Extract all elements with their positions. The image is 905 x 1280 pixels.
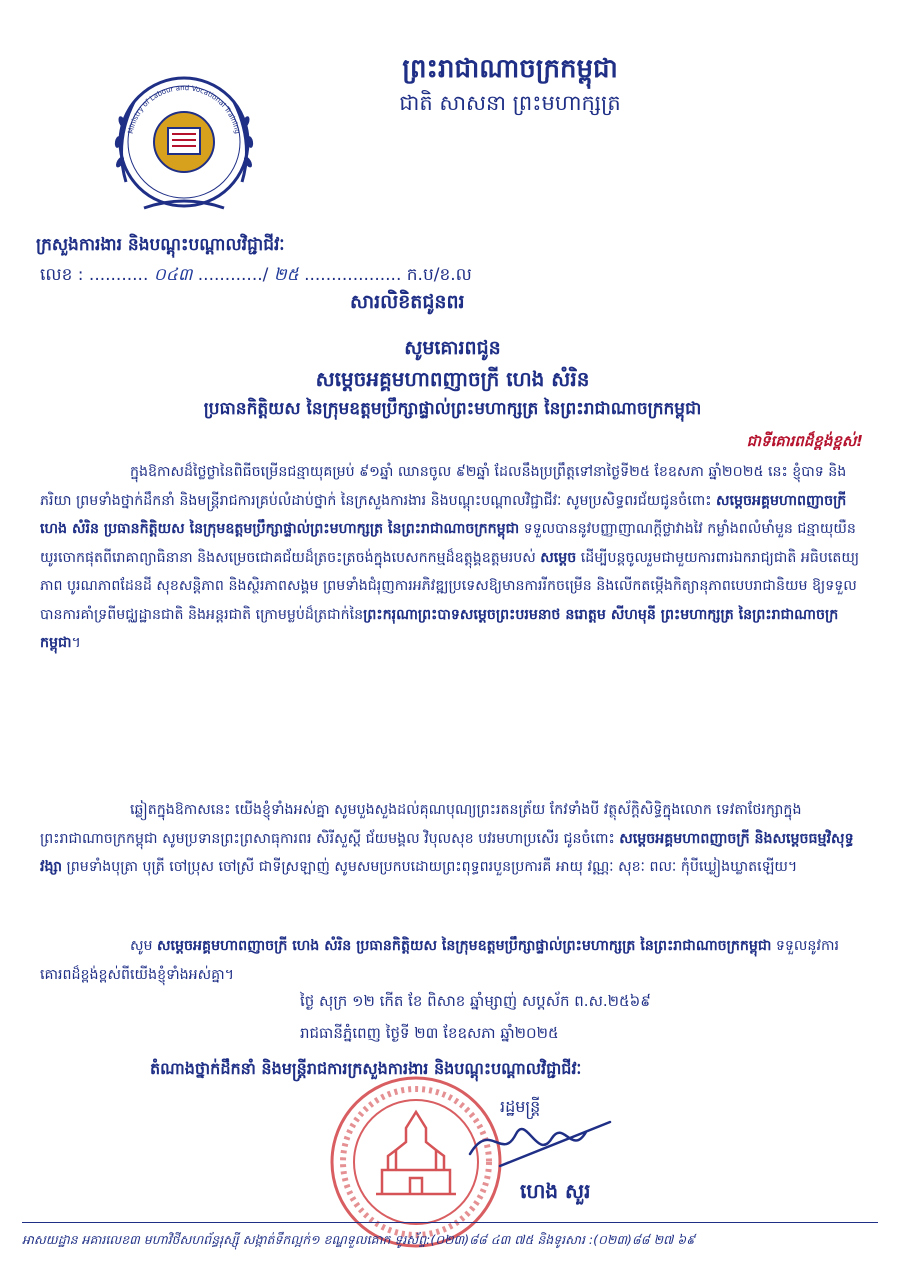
body-paragraph-2: ឆ្លៀតក្នុងឱកាសនេះ យើងខ្ញុំទាំងអស់គ្នា សូមបួងសួងដល់គុណបុណ្យព្រះរតនត្រ័យ កែវទាំងបី វត្ថុស័ក្តិសិទ្ធិក្នុងលោក ទេវតាថែរក្សាក្នុងព្រះរាជាណាចក្រកម្ពុជា សូមប្រទានព្រះព្រសាធុការពរ សិរីសួស្តី ជ័យមង្គល វិបុលសុខ បវរមហាប្រសើរ ជូនចំពោះ សម្តេចអគ្គមហាពញាចក្រី និងសម្តេចធម្មវិសុទ្ធវង្សា ព្រមទាំងបុត្រា បុត្រី ចៅប្រុស ចៅស្រី ជាទីស្រឡាញ់ សូមសមប្រកបដោយព្រះពុទ្ធពរបួនប្រការគឺ អាយុ វណ្ណៈ សុខៈ ពលៈ កុំបីឃ្លៀងឃ្លាតឡើយ។ (40, 802, 854, 875)
ref-year: ២៥ (273, 265, 299, 285)
reference-line: លេខ : ........... ០៤៣ ............/ ២៥ .................. ក.ប/ខ.ល (40, 265, 472, 285)
ref-number: ០៤៣ (153, 265, 193, 285)
footer-divider (22, 1222, 878, 1223)
minister-title: រដ្ឋមន្ត្រី (500, 1097, 541, 1116)
kingdom-title: ព្រះរាជាណាចក្រកម្ពុជា (402, 54, 618, 84)
signatory-name: ហេង សួរ (520, 1179, 591, 1203)
recipient-name: សម្តេចអគ្គមហាពញាចក្រី ហេង សំរិន (315, 367, 590, 391)
national-motto: ជាតិ សាសនា ព្រះមហាក្សត្រ (399, 91, 621, 115)
footer-address: អាសយដ្ឋាន អគារលេខ៣ មហាវិថីសហព័ន្ធរុស្ស៊ី សង្កាត់ទឹកល្អក់១ ខណ្ឌទួលគោក ទូរស័ព្ទ:(០២៣)៨៨ ៤៣ ៧៥ និងទូរសារ :(០២៣)៨៨ ២៧ ៦៩ (22, 1232, 695, 1247)
ref-suffix: ក.ប/ខ.ល (406, 265, 472, 285)
letter-type: សារលិខិតជូនពរ (350, 291, 465, 313)
logo-text: Ministry of Labour and Vocational Training (126, 83, 242, 135)
recipient-position: ប្រធានកិត្តិយស នៃក្រុមឧត្តមប្រឹក្សាផ្ទាល់ព្រះមហាក្សត្រ នៃព្រះរាជាណាចក្រកម្ពុជា (203, 399, 702, 419)
body-paragraph-3: សូម សម្តេចអគ្គមហាពញាចក្រី ហេង សំរិន ប្រធានកិត្តិយស នៃក្រុមឧត្តមប្រឹក្សាផ្ទាល់ព្រះមហាក្សត្រ នៃព្រះរាជាណាចក្រកម្ពុជា ទទួលនូវការគោរពដ៏ខ្ពង់ខ្ពស់ពីយើងខ្ញុំទាំងអស់គ្នា។ (40, 938, 839, 983)
respect-line: ជាទីគោរពដ៏ខ្ពង់ខ្ពស់! (746, 432, 863, 450)
body-paragraph-1: ក្នុងឱកាសដ៏ថ្លៃថ្លានៃពិធីចម្រើនជន្មាយុគម្រប់ ៩១ឆ្នាំ ឈានចូល ៩២ឆ្នាំ ដែលនឹងប្រព្រឹត្តទៅនាថ្ងៃទី២៥ ខែឧសភា ឆ្នាំ២០២៥ នេះ ខ្ញុំបាទ និងភរិយា ព្រមទាំងថ្នាក់ដឹកនាំ និងមន្ត្រីរាជការគ្រប់លំដាប់ថ្នាក់ នៃក្រសួងការងារ និងបណ្តុះបណ្តាលវិជ្ជាជីវៈ សូមប្រសិទ្ធពរជ័យជូនចំពោះ សម្តេចអគ្គមហាពញាចក្រី ហេង សំរិន ប្រធានកិត្តិយស នៃក្រុមឧត្តមប្រឹក្សាផ្ទាល់ព្រះមហាក្សត្រ នៃព្រះរាជាណាចក្រកម្ពុជា ទទួលបាននូវបញ្ញាញាណក្តីថ្លាវាងវៃ កម្លាំងពលំមាំមួន ជន្មាយុយឺនយូរចោកផុតពីរោគាព្យាធិនានា និងសម្រេចជោគជ័យដ៏ត្រចះត្រចង់ក្នុងបេសកកម្មដ៏ឧត្តុង្គឧត្តមរបស់ សម្តេច ដើម្បីបន្តចូលរួមជាមួយការពារឯករាជ្យជាតិ អធិបតេយ្យភាព បូរណភាពដែនដី សុខសន្តិភាព និងស្ថិរភាពសង្គម ព្រមទាំងជំរុញការអភិវឌ្ឍប្រទេសឱ្យមានការរីកចម្រើន និងលើកតម្កើងកិត្យានុភាពបេបរាជានិយម ឱ្យទទួលបានការគាំទ្រពីមជ្ឈដ្ឋានជាតិ និងអន្តរជាតិ ក្រោមម្លប់ដ៏ត្រជាក់នៃព្រះករុណាព្រះបាទសម្តេចព្រះបរមនាថ នរោត្តម សីហមុនី ព្រះមហាក្សត្រ នៃព្រះរាជាណាចក្រកម្ពុជា។ (40, 464, 860, 651)
gregorian-date: រាជធានីភ្នំពេញ ថ្ងៃទី ២៣ ខែឧសភា ឆ្នាំ២០២៥ (300, 1024, 559, 1042)
signature (460, 1100, 620, 1180)
salutation: សូមគោរពជូន (404, 337, 501, 359)
ministry-name: ក្រសួងការងារ និងបណ្តុះបណ្តាលវិជ្ជាជីវៈ (36, 235, 285, 255)
ministry-logo (104, 62, 264, 222)
ref-label: លេខ (40, 265, 73, 285)
on-behalf-line: តំណាងថ្នាក់ដឹកនាំ និងមន្ត្រីរាជការក្រសួងការងារ និងបណ្តុះបណ្តាលវិជ្ជាជីវៈ (150, 1059, 582, 1078)
lunar-date: ថ្ងៃ សុក្រ ១២ កើត ខែ ពិសាខ ឆ្នាំម្សាញ់ សប្តស័ក ព.ស.២៥៦៩ (300, 992, 651, 1010)
